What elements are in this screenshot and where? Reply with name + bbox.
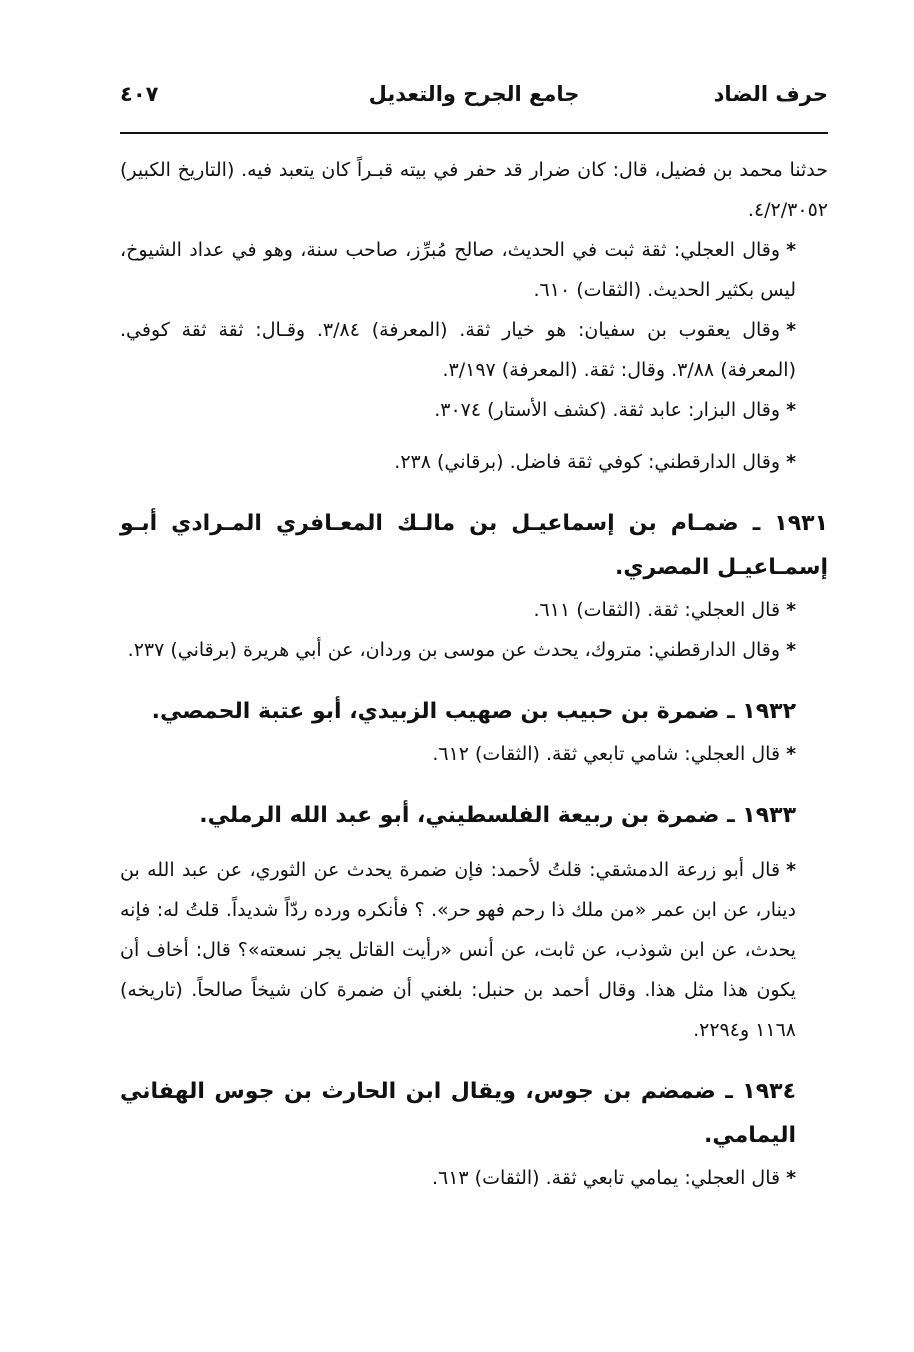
bullet-star-icon: * <box>786 239 796 261</box>
entry-text: وقال الدارقطني: كوفي ثقة فاضل. (برقاني) ٢٣٨. <box>394 451 781 473</box>
chapter-title: حرف الضاد <box>713 82 828 106</box>
bullet-star-icon: * <box>786 399 796 421</box>
entry-ijli <box>120 1158 828 1198</box>
entry-ijli <box>120 590 828 630</box>
paragraph-continuation <box>120 150 828 230</box>
entry-bazzar <box>120 390 828 430</box>
entry-yaqub <box>120 310 828 390</box>
header-divider <box>120 132 828 134</box>
spacer <box>120 1050 828 1070</box>
bullet-star-icon: * <box>786 599 796 621</box>
entry-heading-1931: ١٩٣١ ـ ضمـام بن إسماعيـل بن مالـك المعـافري المـرادي أبـو إسمـاعيـل المصري. <box>120 511 828 580</box>
entry-text: قال العجلي: ثقة. (الثقات) ٦١١. <box>533 599 781 621</box>
bullet-star-icon: * <box>786 743 796 765</box>
entry-text: وقال العجلي: ثقة ثبت في الحديث، صالح مُبرِّز، صاحب سنة، وهو في عداد الشيوخ، ليس بكثير الحديث. (الثقات) ٦١٠. <box>120 239 796 301</box>
spacer <box>120 838 828 850</box>
entry-text: قال العجلي: يمامي تابعي ثقة. (الثقات) ٦١٣. <box>431 1167 781 1189</box>
bullet-star-icon: * <box>786 639 796 661</box>
entry-text: وقال البزار: عابد ثقة. (كشف الأستار) ٣٠٧٤. <box>434 399 781 421</box>
entry-ijli <box>120 734 828 774</box>
spacer <box>120 430 828 442</box>
bullet-star-icon: * <box>786 859 796 881</box>
book-title: جامع الجرح والتعديل <box>368 82 580 106</box>
entry-text: وقال الدارقطني: متروك، يحدث عن موسى بن وردان، عن أبي هريرة (برقاني) ٢٣٧. <box>127 639 781 661</box>
entry-ijli <box>120 230 828 310</box>
bullet-star-icon: * <box>786 319 796 341</box>
page-content <box>120 150 828 1198</box>
spacer <box>120 774 828 794</box>
spacer <box>120 670 828 690</box>
entry-heading-1932: ١٩٣٢ ـ ضمرة بن حبيب بن صهيب الزبيدي، أبو عتبة الحمصي. <box>151 699 796 724</box>
bullet-star-icon: * <box>786 451 796 473</box>
entry-daraqutni <box>120 630 828 670</box>
entry-text: قال العجلي: شامي تابعي ثقة. (الثقات) ٦١٢. <box>432 743 781 765</box>
spacer <box>120 482 828 502</box>
entry-heading-1933: ١٩٣٣ ـ ضمرة بن ربيعة الفلسطيني، أبو عبد الله الرملي. <box>199 803 796 828</box>
page-number: ٤٠٧ <box>120 82 159 106</box>
entry-text: وقال يعقوب بن سفيان: هو خيار ثقة. (المعرفة) ٣/٨٤. وقـال: ثقة ثقة كوفي. (المعرفة) ٣/٨٨. وقال: ثقة. (المعرفة) ٣/١٩٧. <box>120 319 796 381</box>
running-header <box>120 78 828 118</box>
entry-heading-1934: ١٩٣٤ ـ ضمضم بن جوس، ويقال ابن الحارث بن جوس الهفاني اليمامي. <box>120 1079 796 1148</box>
entry-text: قال أبو زرعة الدمشقي: قلتُ لأحمد: فإن ضمرة يحدث عن الثوري، عن عبد الله بن دينار، عن ابن عمر «من ملك ذا رحم فهو حر». ؟ فأنكره ورده ردّاً شديداً. قلتُ له: فإنه يحدث، عن ابن شوذب، عن ثابت، عن أنس «رأيت القاتل يجر نسعته»؟ قال: أخاف أن يكون هذا مثل هذا. وقال أحمد بن حنبل: بلغني أن ضمرة كان شيخاً صالحاً. (تاريخه) ١١٦٨ و٢٢٩٤. <box>120 859 796 1041</box>
bullet-star-icon: * <box>786 1167 796 1189</box>
entry-abu-zura <box>120 850 828 1050</box>
paragraph-text: حدثنا محمد بن فضيل، قال: كان ضرار قد حفر في بيته قبـراً كان يتعبد فيه. (التاريخ الكبير) ٤/٢/٣٠٥٢. <box>120 159 828 221</box>
entry-daraqutni <box>120 442 828 482</box>
